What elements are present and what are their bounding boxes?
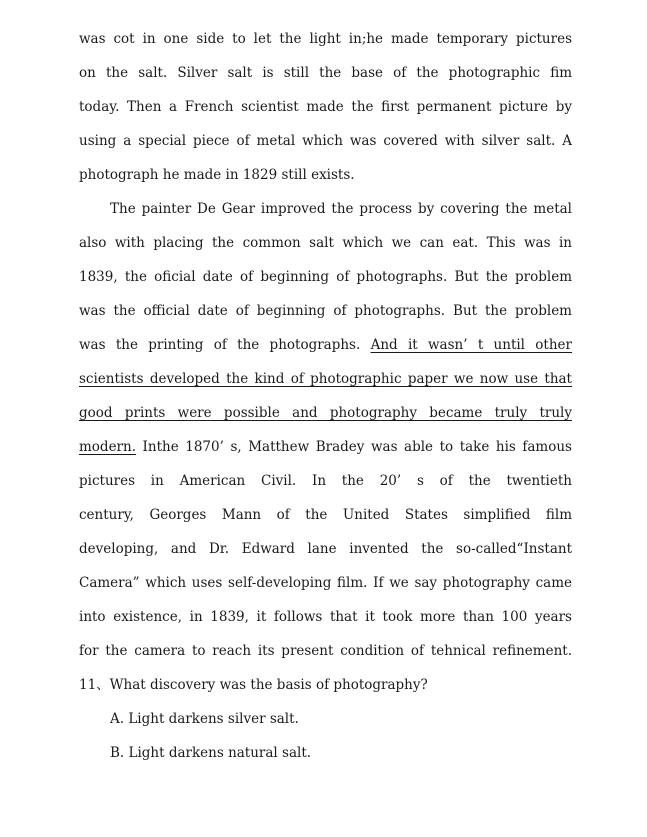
- text-line: developing, and Dr. Edward lane invented the so-called“Instant: [79, 541, 572, 557]
- text-line: also with placing the common salt which we can eat. This was in: [79, 235, 572, 251]
- text-line: [79, 328, 572, 362]
- text-line: [79, 430, 572, 464]
- underlined-text: modern.: [79, 439, 136, 455]
- text-line: into existence, in 1839, it follows that it took more than 100 years: [79, 609, 572, 625]
- text-line: pictures in American Civil. In the 20’ s of the twentieth: [79, 473, 572, 489]
- text-line: using a special piece of metal which was covered with silver salt. A: [79, 133, 572, 149]
- answer-option-a: A. Light darkens silver salt.: [110, 711, 299, 727]
- underlined-line: good prints were possible and photography became truly truly: [79, 405, 572, 421]
- plain-text: Inthe 1870’ s, Matthew Bradey was able to take his famous: [136, 439, 572, 455]
- answer-option-b: B. Light darkens natural salt.: [110, 745, 312, 761]
- text-line: photograph he made in 1829 still exists.: [79, 167, 355, 183]
- paragraph-start-line: The painter De Gear improved the process by covering the metal: [110, 201, 572, 217]
- text-line: on the salt. Silver salt is still the base of the photographic fim: [79, 65, 572, 81]
- text-line: was cot in one side to let the light in;he made temporary pictures: [79, 31, 572, 47]
- text-line: 1839, the oficial date of beginning of photographs. But the problem: [79, 269, 572, 285]
- text-line: century, Georges Mann of the United States simplified film: [79, 507, 572, 523]
- text-line: was the official date of beginning of photographs. But the problem: [79, 303, 572, 319]
- plain-text: was the printing of the photographs.: [79, 337, 371, 353]
- text-line: today. Then a French scientist made the first permanent picture by: [79, 99, 572, 115]
- underlined-text: And it wasn’ t until other: [370, 337, 572, 353]
- question-stem: 11、What discovery was the basis of photography?: [79, 677, 428, 693]
- underlined-line: scientists developed the kind of photographic paper we now use that: [79, 371, 572, 387]
- passage-text: [79, 22, 572, 770]
- text-line: Camera” which uses self-developing film. If we say photography came: [79, 575, 572, 591]
- text-line: for the camera to reach its present condition of tehnical refinement.: [79, 643, 572, 659]
